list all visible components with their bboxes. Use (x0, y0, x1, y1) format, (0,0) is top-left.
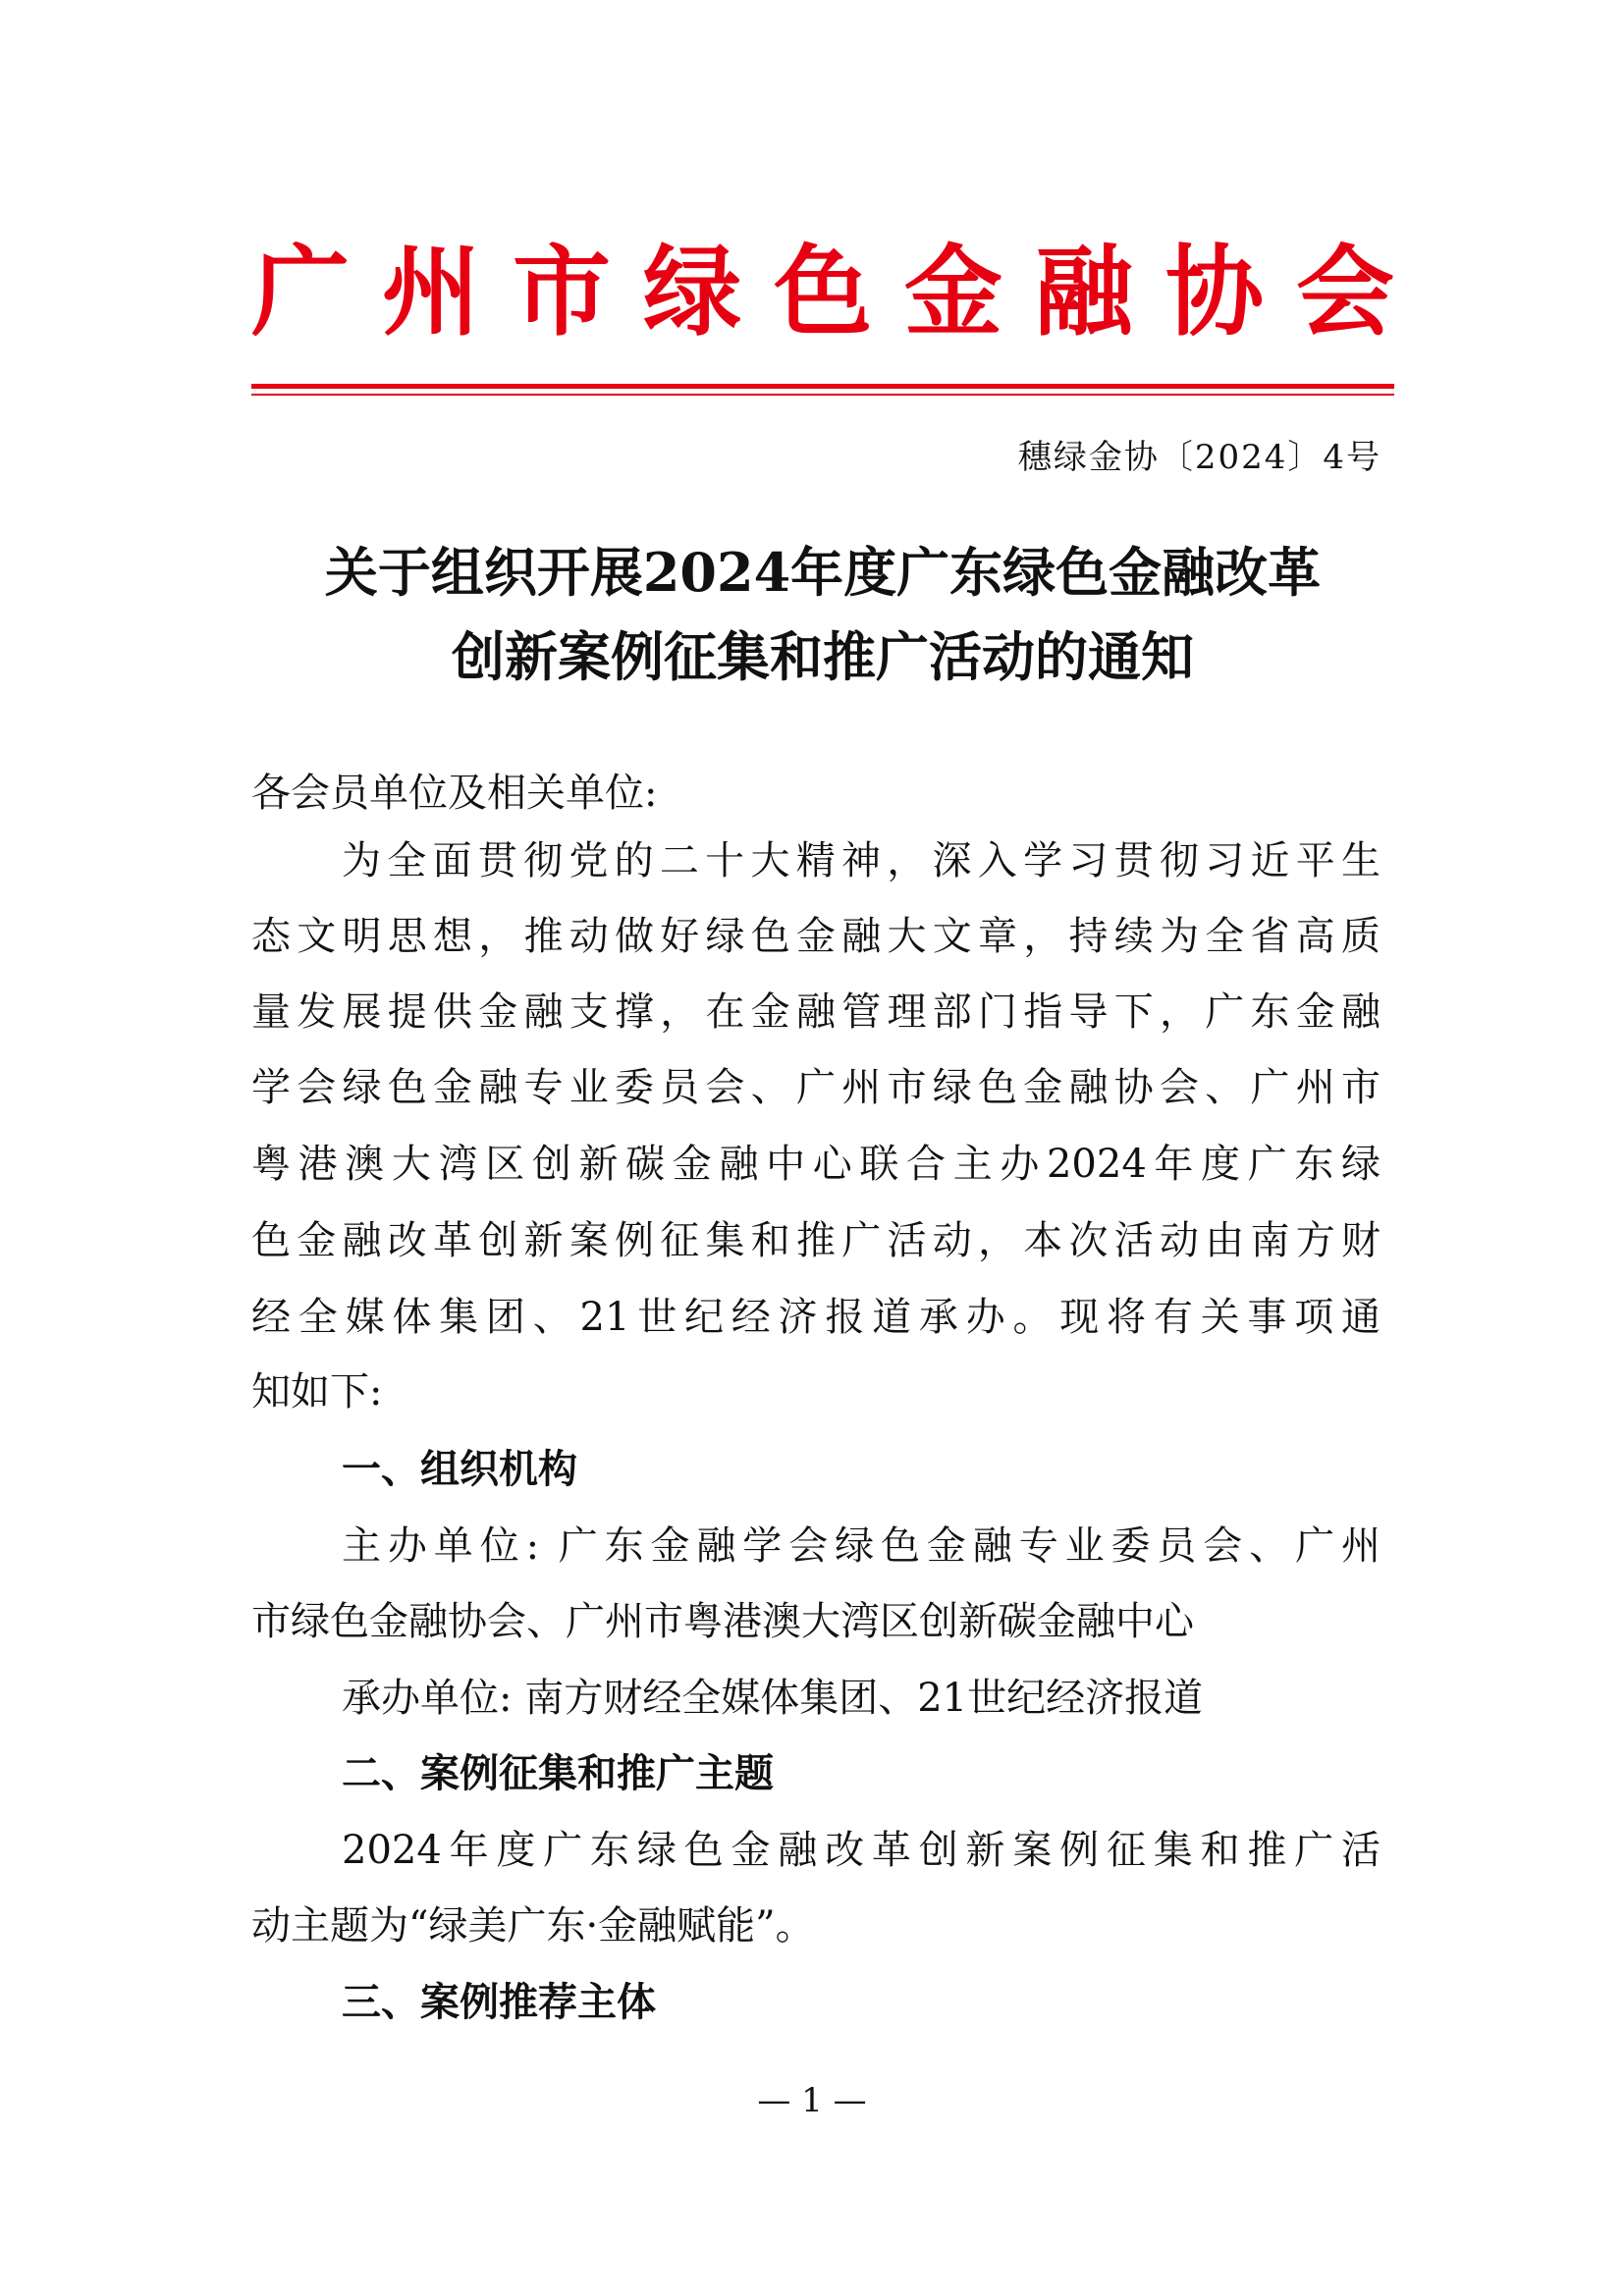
masthead-rule-thin (251, 394, 1394, 396)
document-title-line-2: 创新案例征集和推广活动的通知 (452, 625, 1194, 688)
intro-line: 态文明思想，推动做好绿色金融大文章，持续为全省高质 (251, 914, 1380, 959)
masthead-organization: 广州市绿色金融协会 (251, 234, 1394, 349)
document-title (251, 530, 1394, 699)
page-number: — 1 — (757, 2081, 867, 2120)
intro-line: 经全媒体集团、21世纪经济报道承办。现将有关事项通 (251, 1295, 1380, 1340)
intro-line: 知如下: (251, 1369, 383, 1415)
host-units-line: 主办单位: 广东金融学会绿色金融专业委员会、广州 (342, 1523, 1380, 1569)
theme-line: 动主题为“绿美广东·金融赋能”。 (251, 1903, 815, 1949)
salutation: 各会员单位及相关单位: (251, 771, 658, 816)
document-title-line-1: 关于组织开展2024年度广东绿色金融改革 (324, 541, 1322, 604)
masthead-rule-thick (251, 384, 1394, 389)
section-heading-theme: 二、案例征集和推广主题 (342, 1751, 774, 1796)
intro-line: 色金融改革创新案例征集和推广活动，本次活动由南方财 (251, 1218, 1380, 1263)
host-units-line: 市绿色金融协会、广州市粤港澳大湾区创新碳金融中心 (251, 1599, 1194, 1644)
organizer-units: 承办单位: 南方财经全媒体集团、21世纪经济报道 (342, 1676, 1204, 1721)
intro-line: 粤港澳大湾区创新碳金融中心联合主办2024年度广东绿 (251, 1142, 1380, 1187)
intro-line: 为全面贯彻党的二十大精神，深入学习贯彻习近平生 (342, 838, 1380, 883)
intro-line: 量发展提供金融支撑，在金融管理部门指导下，广东金融 (251, 989, 1380, 1035)
theme-line: 2024年度广东绿色金融改革创新案例征集和推广活 (342, 1828, 1380, 1873)
section-heading-recommenders: 三、案例推荐主体 (342, 1980, 656, 2025)
intro-line: 学会绿色金融专业委员会、广州市绿色金融协会、广州市 (251, 1065, 1380, 1110)
section-heading-organization: 一、组织机构 (342, 1447, 577, 1492)
document-number: 穗绿金协〔2024〕4号 (1017, 438, 1381, 477)
